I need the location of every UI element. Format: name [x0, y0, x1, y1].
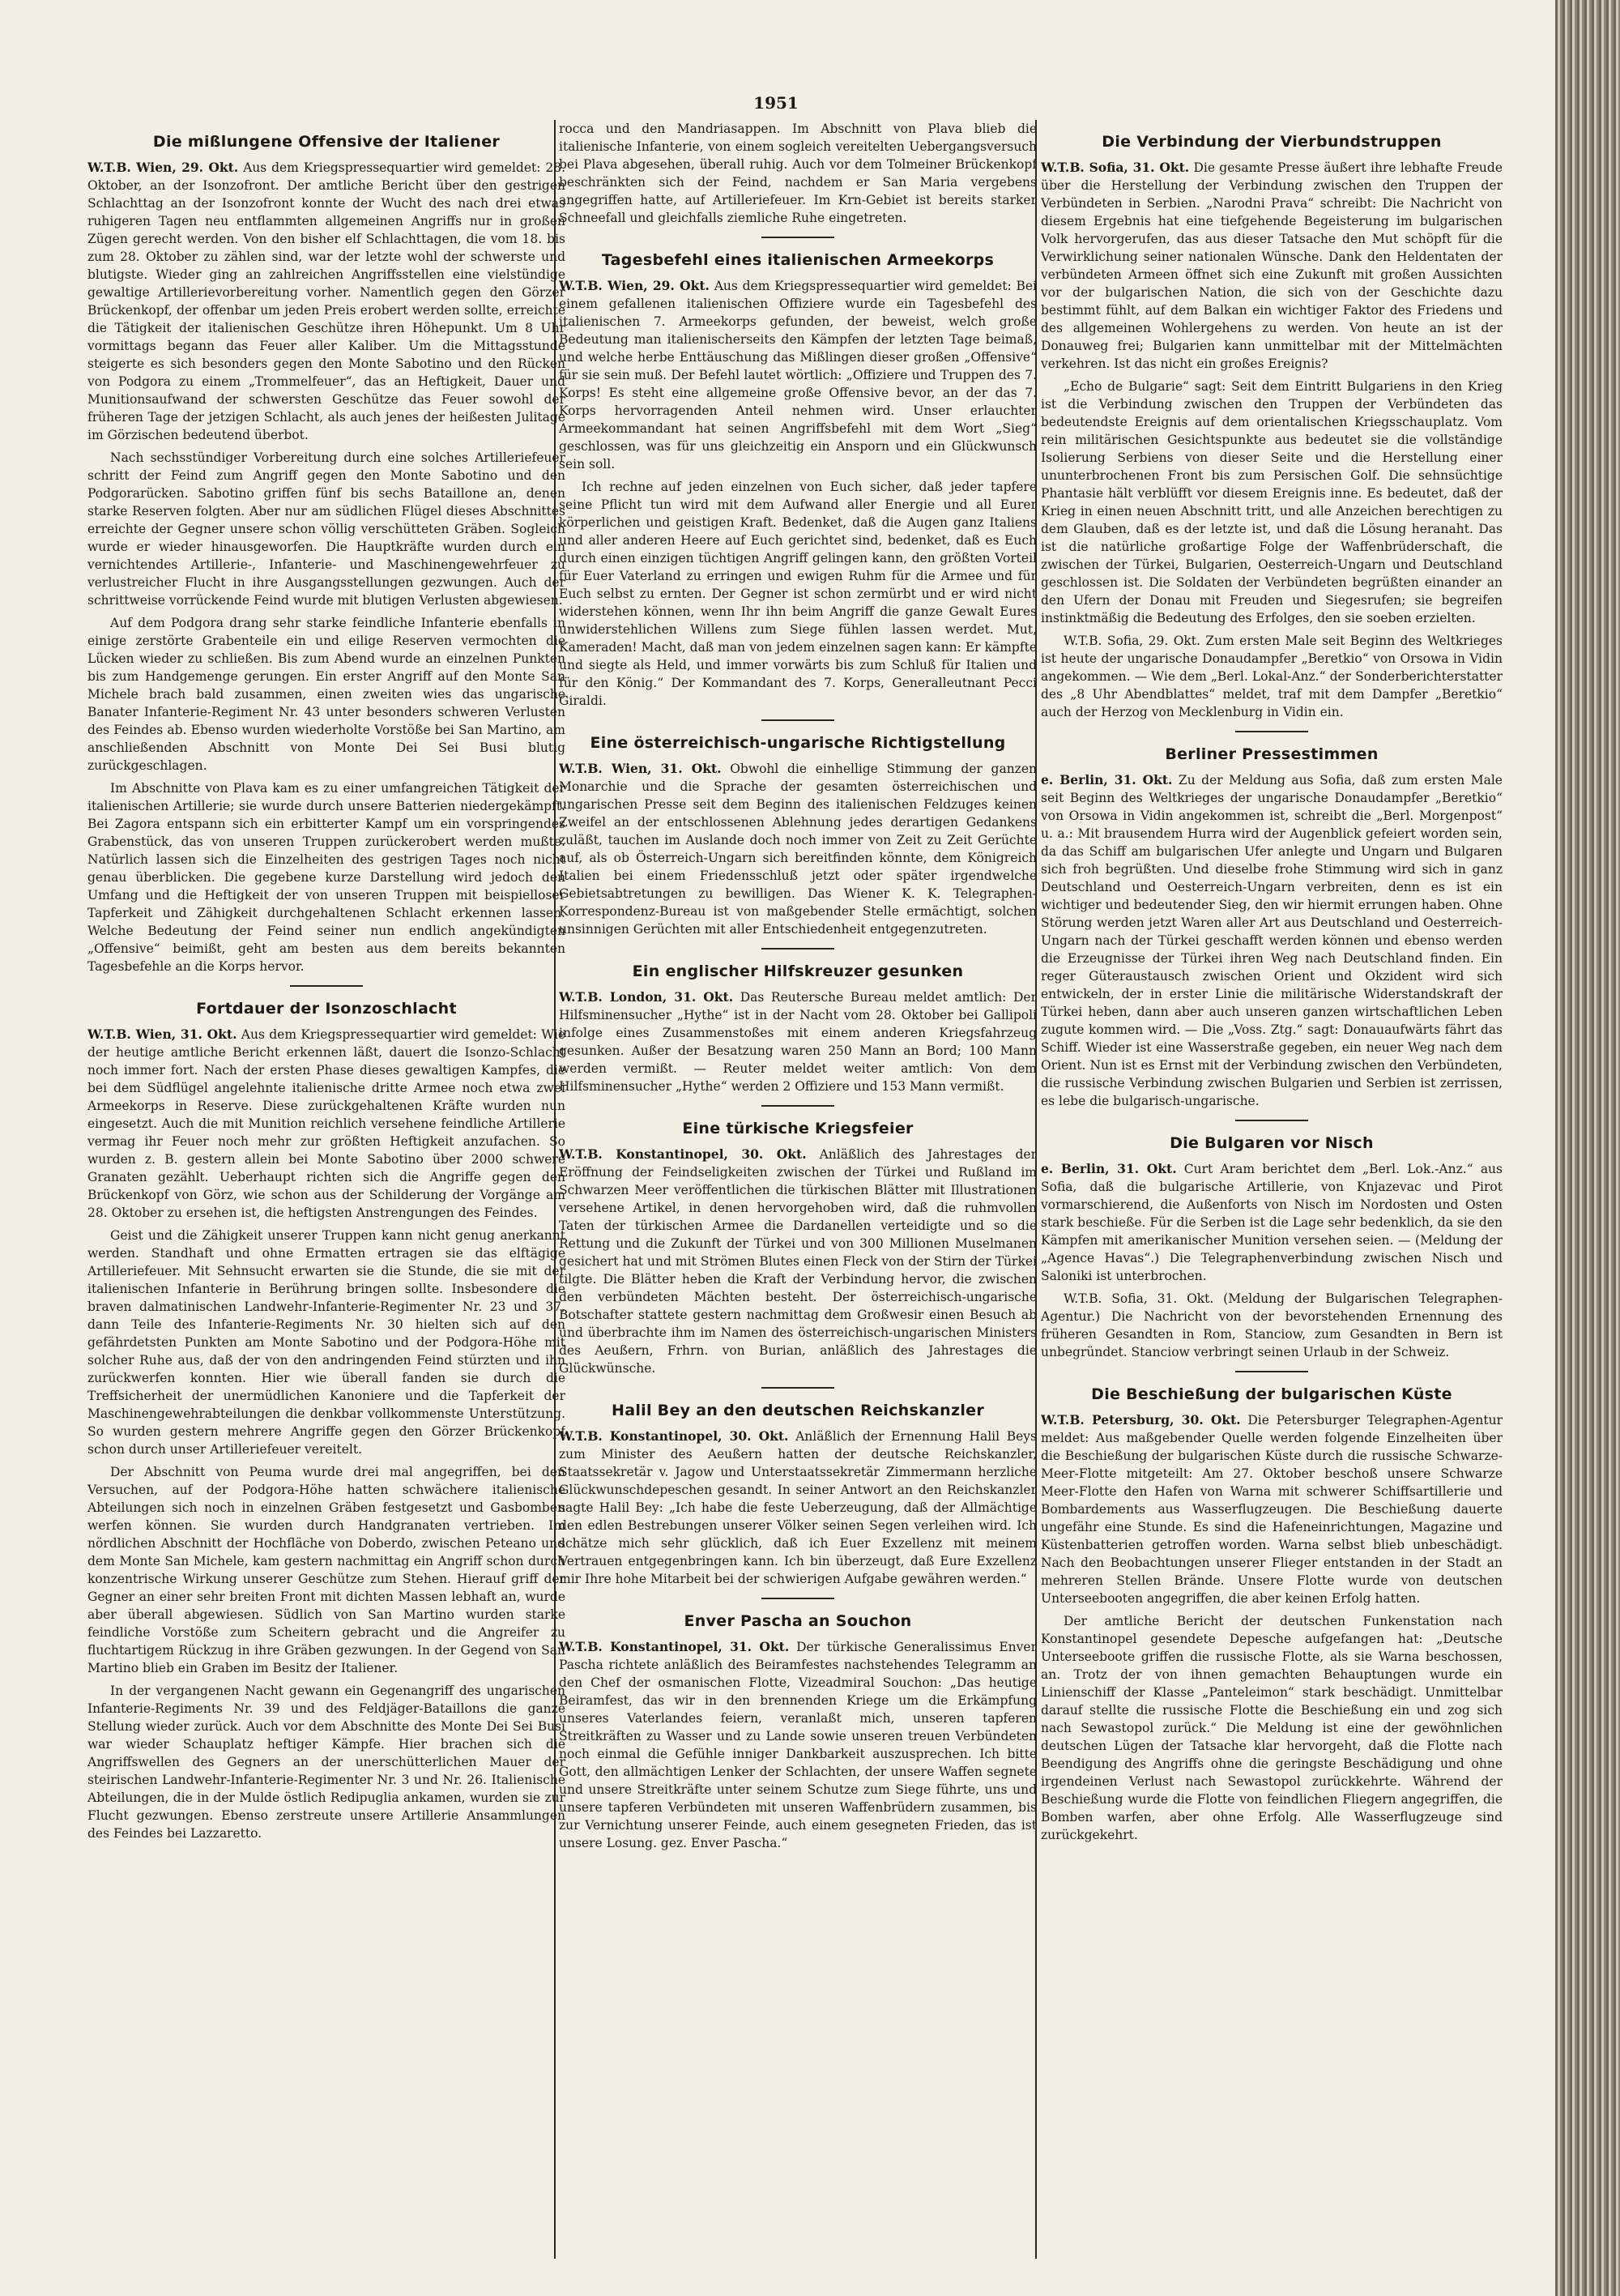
column-left — [87, 120, 565, 2259]
article-text: rocca und den Mandriasappen. Im Abschnitt von Plava blieb die italienische Infanterie, von einem sogleich vereitelten Uebergangsversuch bei Plava abgesehen, überall ruhig. Auch vor dem Tolmeiner Brückenkopf beschränkten sich der Feind, nachdem er San Maria vergebens angegriffen hatte, auf Artilleriefeuer. Im Krn-Gebiet ist bereits starker Schneefall und gleichfalls ziemliche Ruhe eingetreten. — [559, 122, 1037, 225]
section-divider — [761, 1105, 834, 1107]
article-text: Geist und die Zähigkeit unserer Truppen kann nicht genug anerkannt werden. Standhaft und ohne Ermatten ertragen sie das elftägige Artilleriefeuer. Mit Sehnsucht erwarten sie die Stunde, die sie mit der italienischen Infanterie in Berührung bringen sollte. Insbesondere die braven dalmatinischen Landwehr-Infanterie-Regimenter Nr. 23 und 37, dann Teile des Infanterie-Regiments Nr. 30 hielten sich auf den gefährdetsten Punkten am Monte Sabotino und der Podgora-Höhe mit solcher Ruhe aus, daß der von den andringenden Feind stürzten und ihn zurückwerfen konnten. Hier wie überall fanden sie durch die Treffsicherheit der unermüdlichen Kanoniere und die Tapferkeit der Maschinengewehrabteilungen die denkbar vollkommenste Unterstützung. So wurden gestern mehrere Angriffe gegen den Görzer Brückenkopf schon durch unser Artilleriefeuer vereitelt. — [87, 1228, 565, 1457]
article-text: W.T.B. Wien, 29. Okt. Aus dem Kriegspressequartier wird gemeldet: Bei einem gefallenen italienischen Offiziere wurde ein Tagesbefehl des italienischen 7. Armeekorps gefunden, der beweist, welch große Bedeutung man italienischerseits den Kämpfen der letzten Tage beimaß, und welche herbe Enttäuschung das Mißlingen dieser großen „Offensive“ für sie sein muß. Der Befehl lautet wörtlich: „Offiziere und Truppen des 7. Korps! Es steht eine allgemeine große Offensive bevor, an der das 7. Korps hervorragenden Anteil nehmen wird. Unser erlauchter Armeekommandant hat seinen Angriffsbefehl mit dem Wort „Sieg“ geschlossen, was für uns gleichzeitig ein Ansporn und ein Glückwunsch sein soll. — [559, 278, 1037, 472]
article-text: „Echo de Bulgarie“ sagt: Seit dem Eintritt Bulgariens in den Krieg ist die Verbindung zwischen den Truppen der Verbündeten das bedeutendste Ereignis auf dem orientalischen Kriegsschauplatz. Vom rein militärischen Gesichtspunkte aus bedeutet sie die vollständige Isolierung Serbiens von dieser Seite und die Herstellung einer ununterbrochenen Front bis zum Persischen Golf. Die sehnsüchtige Phantasie hält verblüfft vor diesem Ereignis inne. Es bedeutet, daß der Krieg in einen neuen Abschnitt tritt, und alle Anzeichen berechtigen zu dem Glauben, daß es der letzte ist, und daß die Lösung heranaht. Das ist die natürliche großartige Folge der Waffenbrüderschaft, die zwischen der Türkei, Bulgarien, Oesterreich-Ungarn und Deutschland geschlossen ist. Die Soldaten der Verbündeten begrüßten einander an den Ufern der Donau mit Freuden und Siegesrufen; sie begreifen instinktmäßig die Bedeutung des Erfolges, den sie soeben erzielten. — [1041, 379, 1503, 625]
article-text: W.T.B. Petersburg, 30. Okt. Die Petersburger Telegraphen-Agentur meldet: Aus maßgebender Quelle werden folgende Einzelheiten über die Beschießung der bulgarischen Küste durch die russische Schwarze-Meer-Flotte mitgeteilt: Am 27. Oktober beschoß unsere Schwarze Meer-Flotte den Hafen von Warna mit schwerer Schiffsartillerie und Bombardements aus Wasserflugzeugen. Die Beschießung dauerte ungefähr eine Stunde. Es sind die Hafeneinrichtungen, Magazine und Küstenbatterien getroffen worden. Warna selbst blieb unbeschädigt. Nach den Beobachtungen unserer Flieger entstanden in der Stadt an mehreren Stellen Brände. Unsere Flotte wurde von deutschen Unterseebooten angegriffen, die aber keinen Erfolg hatten. — [1041, 1412, 1503, 1606]
article-text: W.T.B. Konstantinopel, 30. Okt. Anläßlich des Jahrestages der Eröffnung der Feindseligkeiten zwischen der Türkei und Rußland im Schwarzen Meer veröffentlichen die türkischen Blätter mit Illustrationen versehene Artikel, in denen hervorgehoben wird, daß die ruhmvollen Taten der türkischen Armee die Dardanellen verteidigte und so die Rettung und die Zukunft der Türkei und von 300 Millionen Muselmanen gesichert hat und mit Strömen Blutes einen Fleck von der Stirn der Türkei tilgte. Die Blätter heben die Kraft der Verbindung hervor, die zwischen den verbündeten Mächten besteht. Der österreichisch-ungarische Botschafter stattete gestern nachmittag dem Großwesir einen Besuch ab und überbrachte ihm im Namen des österreichisch-ungarischen Ministers des Aeußern, Frhrn. von Burian, anläßlich des Jahrestages die Glückwünsche. — [559, 1146, 1037, 1376]
column-right — [1041, 120, 1503, 2259]
section-divider — [761, 1598, 834, 1599]
headline-quadruple-alliance: Die Verbindung der Vierbundstruppen — [1102, 133, 1442, 151]
article-text: W.T.B. Sofia, 31. Okt. Die gesamte Presse äußert ihre lebhafte Freude über die Herstellung der Verbindung zwischen den Truppen der Verbündeten in Serbien. „Narodni Prava“ schreibt: Die Nachricht von diesem Ergebnis hat eine tiefgehende Begeisterung im bulgarischen Volk hervorgerufen, das aus dieser Tatsache den Mut schöpft für die Verwirklichung seiner nationalen Wünsche. Dank den Heldentaten der verbündeten Armeen öffnet sich eine Zukunft mit großen Aussichten vor der bulgarischen Nation, die sich von der Geschichte dazu bestimmt fühlt, auf dem Balkan ein wichtiger Faktor des Friedens und des allgemeinen Wohlergehens zu werden. Von heute an ist der Donauweg frei; Bulgarien kann unmittelbar mit der Mittelmächten verkehren. Ist das nicht ein großes Ereignis? — [1041, 160, 1503, 371]
headline-berlin-press: Berliner Pressestimmen — [1165, 745, 1379, 763]
headline-bulgarians-nisch: Die Bulgaren vor Nisch — [1170, 1134, 1374, 1152]
headline-halil-bey: Halil Bey an den deutschen Reichskanzler — [612, 1402, 984, 1419]
headline-enver-pascha: Enver Pascha an Souchon — [684, 1612, 912, 1630]
section-divider — [761, 1387, 834, 1389]
dateline: W.T.B. Wien, 31. Okt. — [87, 1026, 237, 1042]
page-number: 1951 — [753, 93, 799, 113]
article-text: W.T.B. Konstantinopel, 30. Okt. Anläßlich der Ernennung Halil Beys zum Minister des Aeußern hatten der deutsche Reichskanzler, Staatssekretär v. Jagow und Unterstaatssekretär Zimmermann herzliche Glückwunschdepeschen gesandt. In seiner Antwort an den Reichskanzler sagte Halil Bey: „Ich habe die feste Ueberzeugung, daß der Allmächtige den edlen Bestrebungen unserer Völker seinen Segen verleihen wird. Ich schätze mich sehr glücklich, daß ich Euer Exzellenz mit meinem Vertrauen entgegenbringen kann. Ich bin überzeugt, daß Eure Exzellenz mir Ihre hohe Mitarbeit bei der schwierigen Aufgabe gewähren werden.“ — [559, 1428, 1037, 1586]
section-divider — [290, 985, 363, 987]
section-divider — [1235, 1120, 1308, 1121]
dateline: W.T.B. London, 31. Okt. — [559, 989, 734, 1005]
article-text: W.T.B. Wien, 29. Okt. Aus dem Kriegspressequartier wird gemeldet: 28. Oktober, an der Isonzofront. Der amtliche Bericht über den gestrigen Schlachttag an der Isonzofront konnte der Wucht des nach drei etwas ruhigeren Tagen neu entflammten allgemeinen Angriffs nur in großen Zügen gerecht werden. Von den bisher elf Schlachttagen, die vom 18. bis zum 28. Oktober zu zählen sind, war der letzte wohl der schwerste und blutigste. Wieder ging an zahlreichen Angriffsstellen eine vielstündige gewaltige Artillerievorbereitung vorher. Namentlich gegen den Görzer Brückenkopf, der offenbar um jeden Preis erobert werden sollte, erreichte die Tätigkeit der italienischen Geschütze ihren Höhepunkt. Um 8 Uhr vormittags begann das Feuer aller Kaliber. Um die Mittagsstunde steigerte es sich besonders gegen den Monte Sabotino und den Rücken von Podgora zu einem „Trommelfeuer“, das an Heftigkeit, Dauer und Munitionsaufwand der schwersten Geschütze das Feuer sowohl der früheren Tage der jetzigen Schlacht, als auch jenes der heißesten Julitage im Görzischen bedeutend überbot. — [87, 160, 565, 442]
headline-isonzo-battle: Fortdauer der Isonzoschlacht — [196, 1000, 457, 1018]
headline-cruiser-sunk: Ein englischer Hilfskreuzer gesunken — [632, 962, 964, 980]
dateline: W.T.B. Konstantinopel, 30. Okt. — [559, 1146, 807, 1162]
dateline: e. Berlin, 31. Okt. — [1041, 1161, 1177, 1176]
headline-coast-shelling: Die Beschießung der bulgarischen Küste — [1091, 1385, 1452, 1403]
article-text: Ich rechne auf jeden einzelnen von Euch sicher, daß jeder tapfere seine Pflicht tun wird mit dem Aufwand aller Energie und all Eurer körperlichen und geistigen Kraft. Bedenket, daß die Augen ganz Italiens und aller anderen Heere auf Euch gerichtet sind, bedenket, daß es Euch durch einen einzigen tüchtigen Angriff gelingen kann, den größten Vorteil für Euer Vaterland zu erringen und ewigen Ruhm für die Armee und für Euch selbst zu ernten. Der Gegner ist schon zermürbt und er wird nicht widerstehen können, wenn Ihr ihn beim Angriff die ganze Gewalt Eures unwiderstehlichen Willens zum Siege fühlen lassen werdet. Mut, Kameraden! Macht, daß man von jedem einzelnen sagen kann: Er kämpfte und siegte als Held, und immer vorwärts bis zum Schluß für Italien und für den König.“ Der Kommandant des 7. Korps, Generalleutnant Pecci Giraldi. — [559, 480, 1037, 708]
article-text: W.T.B. Wien, 31. Okt. Obwohl die einhellige Stimmung der ganzen Monarchie und die Sprache der gesamten österreichischen und ungarischen Presse seit dem Beginn des italienischen Feldzuges keinen Zweifel an der entschlossenen Ablehnung jedes derartigen Gedankens zuläßt, tauchen im Auslande doch noch immer von Zeit zu Zeit Gerüchte auf, als ob Österreich-Ungarn sich bereitfinden könnte, dem Königreich Italien bei einem Friedensschluß jetzt oder später irgendwelche Gebietsabtretungen zu bewilligen. Das Wiener K. K. Telegraphen-Korrespondenz-Bureau ist von maßgebender Stelle ermächtigt, solchen unsinnigen Gerüchten mit aller Entschiedenheit entgegenzutreten. — [559, 761, 1037, 937]
article-text: In der vergangenen Nacht gewann ein Gegenangriff des ungarischen Infanterie-Regiments Nr. 39 und des Feldjäger-Bataillons die ganze Stellung wieder zurück. Auch vor dem Abschnitte des Monte Dei Sei Busi war wieder Schauplatz heftiger Kämpfe. Hier brachen sich die Angriffswellen des Gegners an der unerschütterlichen Mauer der steirischen Landwehr-Infanterie-Regimenter Nr. 3 und Nr. 26. Italienische Abteilungen, die in der Mulde östlich Redipuglia ankamen, wurden sie zur Flucht gezwungen. Ebenso zerstreute unsere Artillerie Ansammlungen des Feindes bei Lazzaretto. — [87, 1684, 565, 1841]
section-divider — [761, 237, 834, 238]
article-text: W.T.B. London, 31. Okt. Das Reutersche Bureau meldet amtlich: Der Hilfsminensucher „Hythe“ ist in der Nacht vom 28. Oktober bei Gallipoli infolge eines Zusammenstoßes mit einem anderen Kriegsfahrzeug gesunken. Außer der Besatzung waren 250 Mann an Bord; 100 Mann werden vermißt. — Reuter meldet weiter amtlich: Von dem Hilfsminensucher „Hythe“ werden 2 Offiziere und 153 Mann vermißt. — [559, 989, 1037, 1094]
headline-correction: Eine österreichisch-ungarische Richtigstellung — [590, 734, 1006, 752]
dateline: W.T.B. Wien, 31. Okt. — [559, 761, 722, 776]
dateline: W.T.B. Konstantinopel, 30. Okt. — [559, 1428, 789, 1444]
article-text: W.T.B. Sofia, 29. Okt. Zum ersten Male seit Beginn des Weltkrieges ist heute der ungarische Donaudampfer „Beretkio“ von Orsowa in Vidin angekommen. — Wie dem „Berl. Lokal-Anz.“ der Sonderberichterstatter des „8 Uhr Abendblattes“ meldet, traf mit dem Dampfer „Beretkio“ auch der Herzog von Mecklenburg in Vidin ein. — [1041, 634, 1503, 719]
article-text: e. Berlin, 31. Okt. Zu der Meldung aus Sofia, daß zum ersten Male seit Beginn des Weltkrieges der ungarische Donaudampfer „Beretkio“ von Orsowa in Vidin angekommen ist, schreibt die „Berl. Morgenpost“ u. a.: Mit brausendem Hurra wird der Augenblick gefeiert worden sein, da das Schiff am bulgarischen Ufer anlegte und Ungarn und Bulgaren sich froh begrüßten. Und dieselbe frohe Stimmung wird sich in ganz Deutschland und Oesterreich-Ungarn verbreiten, denn es ist ein wichtiger und bedeutender Sieg, den wir hiermit errungen haben. Ohne Störung werden jetzt Waren aller Art aus Deutschland und Oesterreich-Ungarn nach der Türkei geschafft werden können und ebenso werden die Erzeugnisse der Türkei ihren Weg nach Deutschland finden. Ein reger Güteraustausch zwischen Orient und Okzident wird sich entwickeln, der in erster Linie die militärische Widerstandskraft der Türkei heben, dann aber auch unseren ganzen wirtschaftlichen Leben zugute kommen wird. — Die „Voss. Ztg.“ sagt: Donauaufwärts fährt das Schiff. Wieder ist eine Wasserstraße gegeben, ein neuer Weg nach dem Orient. Nun ist es Ernst mit der Verbindung zwischen den Verbündeten, die russische Verbindung zwischen Bulgarien und Serbien ist zerrissen, es lebe die bulgarisch-ungarische. — [1041, 772, 1503, 1108]
section-divider — [761, 719, 834, 721]
column-middle — [559, 120, 1037, 2259]
headline-italian-offensive: Die mißlungene Offensive der Italiener — [152, 133, 501, 151]
article-text: e. Berlin, 31. Okt. Curt Aram berichtet dem „Berl. Lok.-Anz.“ aus Sofia, daß die bulgarische Artillerie, von Knjazevac und Pirot vormarschierend, die Außenforts von Nisch im Nordosten und Osten stark beschieße. Für die Serben ist die Lage sehr bedenklich, da sie den Kämpfen mit amerikanischer Munition versehen seien. — (Meldung der „Agence Havas“.) Die Telegraphenverbindung zwischen Nisch und Saloniki ist unterbrochen. — [1041, 1161, 1503, 1283]
headline-turkish-celebration: Eine türkische Kriegsfeier — [682, 1120, 914, 1137]
article-text: Auf dem Podgora drang sehr starke feindliche Infanterie ebenfalls in einige zerstörte Grabenteile ein und eilige Reserven vermochten die Lücken wieder zu schließen. Bis zum Abend wurde an einzelnen Punkten bis zum Handgemenge gerungen. Ein erster Angriff auf den Monte San Michele brach bald zusammen, einen zweiten wies das ungarische Banater Infanterie-Regiment Nr. 43 unter besonders schweren Verlusten des Feindes ab. Ebenso wurden wiederholte Vorstöße bei San Martino, am anschließenden Abschnitt von Monte Dei Sei Busi blutig zurückgeschlagen. — [87, 616, 565, 773]
dateline: W.T.B. Konstantinopel, 31. Okt. — [559, 1639, 790, 1654]
dateline: W.T.B. Wien, 29. Okt. — [559, 278, 710, 293]
article-text: Nach sechsstündiger Vorbereitung durch eine solches Artilleriefeuer schritt der Feind zum Angriff gegen den Monte Sabotino und den Podgorarücken. Sabotino griffen fünf bis sechs Bataillone an, denen starke Reserven folgten. Aber nur am südlichen Flügel dieses Abschnittes erreichte der Gegner unsere schon völlig verschütteten Gräben. Sogleich wurde er wieder hinausgeworfen. Die Hauptkräfte wurden durch ein vernichtendes Artillerie-, Infanterie- und Maschinengewehrfeuer zu verlustreicher Flucht in ihre Ausgangsstellungen gezwungen. Auch der schrittweise vorrückende Feind wurde mit blutigen Verlusten abgewiesen. — [87, 450, 565, 608]
article-text: Der amtliche Bericht der deutschen Funkenstation nach Konstantinopel gesendete Depesche aufgefangen hat: „Deutsche Unterseeboote griffen die russische Flotte, als sie Warna beschossen, an. Trotz der von ihnen gemachten Behauptungen wurde ein Linienschiff der Klasse „Panteleimon“ stark beschädigt. Unmittelbar darauf stellte die russische Flotte die Beschießung ein und zog sich nach Sewastopol zurück.“ Die Meldung ist eine der gewöhnlichen deutschen Lügen der Tatsache klar hervorgeht, daß die Flotte nach Beendigung des Angriffs ohne die geringste Beschädigung und ohne irgendeinen Verlust nach Sewastopol zurückkehrte. Während der Beschießung wurde die Flotte von feindlichen Fliegern angegriffen, die Bomben warfen, aber ohne Erfolg. Alle Wasserflugzeuge sind zurückgekehrt. — [1041, 1614, 1503, 1842]
article-text: W.T.B. Konstantinopel, 31. Okt. Der türkische Generalissimus Enver Pascha richtete anläßlich des Beiramfestes nachstehendes Telegramm an den Chef der osmanischen Flotte, Vizeadmiral Souchon: „Das heutige Beiramfest, das wir in den brennenden Kriege um die Erkämpfung unseres Vaterlandes feiern, veranlaßt mich, unseren tapferen Streitkräften zu Wasser und zu Lande sowie unseren treuen Verbündeten noch einmal die Gefühle inniger Dankbarkeit auszusprechen. Ich bitte Gott, den allmächtigen Lenker der Schlachten, der unsere Waffen segnete und unsere Streitkräfte unter seinem Schutze zum Siege führte, uns und unsere tapferen Verbündeten mit unseren Waffenbrüdern zusammen, bis zur Vernichtung unserer Feinde, auch einem gesegneten Frieden, das ist unsere Losung. gez. Enver Pascha.“ — [559, 1639, 1037, 1850]
section-divider — [1235, 731, 1308, 732]
section-divider — [761, 948, 834, 950]
book-binding-edge — [1555, 0, 1620, 2296]
dateline: e. Berlin, 31. Okt. — [1041, 772, 1173, 787]
dateline: W.T.B. Sofia, 31. Okt. — [1041, 160, 1190, 175]
article-text: Im Abschnitte von Plava kam es zu einer umfangreichen Tätigkeit der italienischen Artillerie; sie wurde durch unsere Batterien niedergekämpft. Bei Zagora entspann sich ein erbitterter Kampf um ein vorspringendes Grabenstück, das von unseren Truppen zurückerobert werden mußte. Natürlich lassen sich die Einzelheiten des gestrigen Tages noch nicht genau überblicken. Die gegebene kurze Darstellung wird jedoch den Umfang und die Heftigkeit der von unseren Truppen mit beispielloser Tapferkeit und Zähigkeit durchgehaltenen Schlacht erkennen lassen. Welche Bedeutung der Feind seiner nun endlich angekündigten „Offensive“ beimißt, geht am besten aus dem bereits bekannten Tagesbefehle an die Korps hervor. — [87, 781, 565, 974]
dateline: W.T.B. Petersburg, 30. Okt. — [1041, 1412, 1241, 1428]
headline-daily-order: Tagesbefehl eines italienischen Armeekorps — [601, 251, 995, 269]
article-text: Der Abschnitt von Peuma wurde drei mal angegriffen, bei den Versuchen, auf der Podgora-Höhe hatten schwächere italienische Abteilungen sich noch in einzelnen Gräben festgesetzt und Gasbomben werfen können. Sie wurden durch Handgranaten vertrieben. Im nördlichen Abschnitt der Hochfläche von Doberdo, zwischen Peteano und dem Monte San Michele, kam gestern nachmittag ein Angriff schon durch konzentrische Wirkung unserer Geschütze zum Stehen. Hierauf griff der Gegner an einer sehr breiten Front mit dichten Massen lebhaft an, wurde aber überall abgewiesen. Südlich von San Martino wurden starke feindliche Vorstöße zum Scheitern gebracht und die Angreifer zu fluchtartigem Rückzug in ihre Gräben gezwungen. In der Gegend von San Martino blieb ein Graben im Besitz der Italiener. — [87, 1465, 565, 1675]
article-text: W.T.B. Sofia, 31. Okt. (Meldung der Bulgarischen Telegraphen-Agentur.) Die Nachricht von der bevorstehenden Ernennung des früheren Gesandten in Rom, Stanciow, zum Gesandten in Bern ist unbegründet. Stanciow verbringt seinen Urlaub in der Schweiz. — [1041, 1291, 1503, 1359]
article-text: W.T.B. Wien, 31. Okt. Aus dem Kriegspressequartier wird gemeldet: Wie der heutige amtliche Bericht erkennen läßt, dauert die Isonzo-Schlacht noch immer fort. Nach der ersten Phase dieses gewaltigen Kampfes, die bei dem Südflügel angelehnte italienische dritte Armee noch etwa zwei Armeekorps in Reserve. Diese zurückgehaltenen Kräfte wurden nun eingesetzt. Auch die mit Munition reichlich versehene feindliche Artillerie vermag ihr Feuer noch mehr zur größten Heftigkeit anzufachen. So wurden z. B. gestern allein bei Monte Sabotino über 2000 schwere Granaten gezählt. Ueberhaupt richten sich die Angriffe gegen den Brückenkopf von Görz, wie schon aus der Schilderung der Vorgänge am 28. Oktober zu ersehen ist, die heftigsten Anstrengungen des Feindes. — [87, 1026, 565, 1220]
dateline: W.T.B. Wien, 29. Okt. — [87, 160, 239, 175]
section-divider — [1235, 1371, 1308, 1372]
